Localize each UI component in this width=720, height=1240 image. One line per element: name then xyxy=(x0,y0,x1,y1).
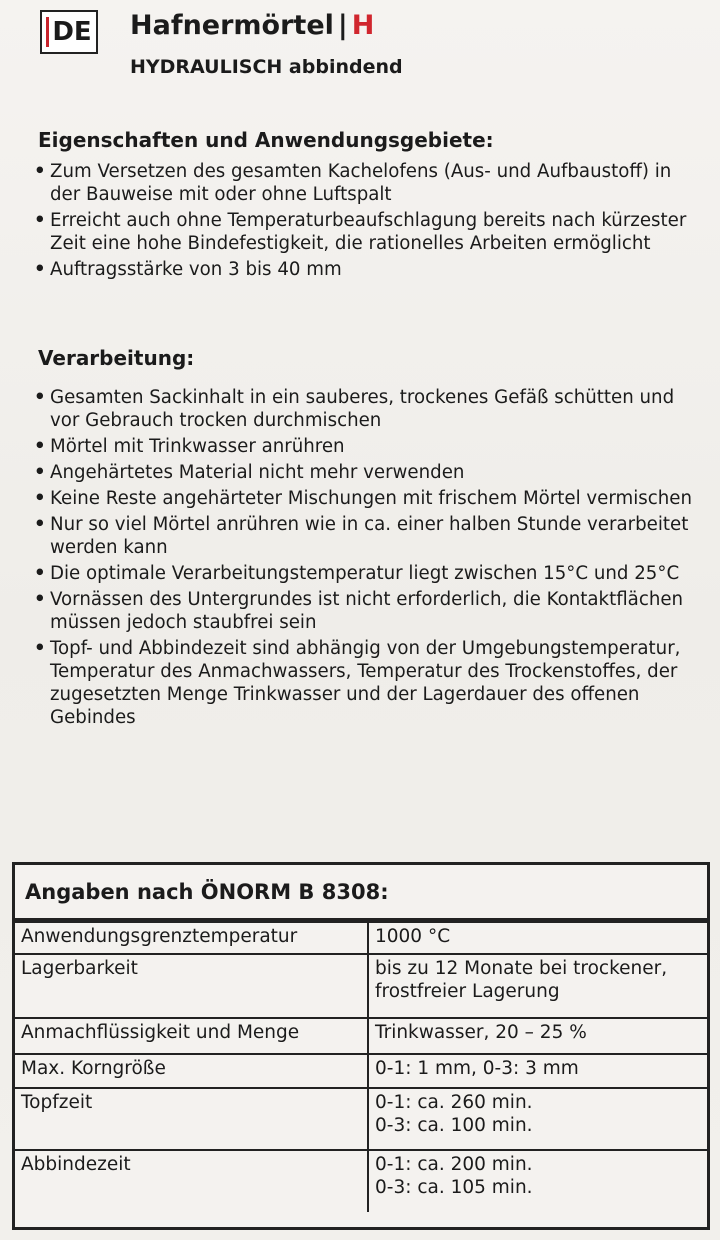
table-row xyxy=(15,922,707,954)
spec-value xyxy=(368,922,707,954)
spec-key: Max. Korngröße xyxy=(15,1054,368,1088)
list-item: • Die optimale Verarbeitungstemperatur liegt zwischen 15°C und 25°C xyxy=(34,562,704,585)
list-item: • Auftragsstärke von 3 bis 40 mm xyxy=(34,258,704,281)
table-row xyxy=(15,1018,707,1054)
properties-list xyxy=(34,160,704,284)
product-title xyxy=(130,10,374,41)
spec-value xyxy=(368,1150,707,1212)
spec-value-line: 0-1: ca. 200 min. xyxy=(375,1154,533,1175)
spec-key: Lagerbarkeit xyxy=(15,954,368,1018)
list-item: • Angehärtetes Material nicht mehr verwenden xyxy=(34,461,704,484)
spec-table xyxy=(12,862,710,1230)
spec-value xyxy=(368,954,707,1018)
spec-value-line: 0-1: 1 mm, 0-3: 3 mm xyxy=(375,1058,579,1079)
spec-key: Anwendungsgrenztemperatur xyxy=(15,922,368,954)
country-code: DE xyxy=(46,17,91,47)
table-row xyxy=(15,954,707,1018)
spec-table-title: Angaben nach ÖNORM B 8308: xyxy=(15,865,707,921)
list-item: • Vornässen des Untergrundes ist nicht erforderlich, die Kontaktflächen müssen jedoch staubfrei sein xyxy=(34,588,704,634)
spec-key: Topfzeit xyxy=(15,1088,368,1150)
table-row xyxy=(15,1150,707,1212)
spec-value-line: 1000 °C xyxy=(375,926,451,947)
properties-heading: Eigenschaften und Anwendungsgebiete: xyxy=(38,128,494,152)
spec-key: Abbindezeit xyxy=(15,1150,368,1212)
list-item: • Mörtel mit Trinkwasser anrühren xyxy=(34,435,704,458)
spec-value-line: 0-1: ca. 260 min. xyxy=(375,1092,533,1113)
spec-value-line: frostfreier Lagerung xyxy=(375,981,560,1002)
table-row xyxy=(15,1088,707,1150)
spec-value xyxy=(368,1088,707,1150)
spec-value xyxy=(368,1018,707,1054)
spec-table-body xyxy=(15,921,707,1212)
list-item: • Keine Reste angehärteter Mischungen mit frischem Mörtel vermischen xyxy=(34,487,704,510)
list-item: • Erreicht auch ohne Temperaturbeaufschlagung bereits nach kürzester Zeit eine hohe Bindefestigkeit, die rationelles Arbeiten ermöglicht xyxy=(34,209,704,255)
product-subtitle: HYDRAULISCH abbindend xyxy=(130,56,403,78)
product-name: Hafnermörtel xyxy=(130,10,334,41)
spec-value xyxy=(368,1054,707,1088)
title-separator: | xyxy=(337,10,348,41)
processing-heading: Verarbeitung: xyxy=(38,346,195,370)
spec-value-line: 0-3: ca. 100 min. xyxy=(375,1115,533,1136)
list-item: • Nur so viel Mörtel anrühren wie in ca. einer halben Stunde verarbeitet werden kann xyxy=(34,513,704,559)
list-item: • Zum Versetzen des gesamten Kachelofens (Aus- und Aufbaustoff) in der Bauweise mit oder ohne Luftspalt xyxy=(34,160,704,206)
spec-value-line: Trinkwasser, 20 – 25 % xyxy=(375,1022,587,1043)
processing-list xyxy=(34,386,704,732)
list-item: • Gesamten Sackinhalt in ein sauberes, trockenes Gefäß schütten und vor Gebrauch trocken durchmischen xyxy=(34,386,704,432)
list-item: • Topf- und Abbindezeit sind abhängig von der Umgebungstemperatur, Temperatur des Anmachwassers, Temperatur des Trockenstoffes, der zugesetzten Menge Trinkwasser und der Lagerdauer des offenen Gebindes xyxy=(34,637,704,729)
country-code-badge xyxy=(40,10,98,54)
product-letter: H xyxy=(351,10,375,41)
spec-key: Anmachflüssigkeit und Menge xyxy=(15,1018,368,1054)
spec-value-line: bis zu 12 Monate bei trockener, xyxy=(375,958,668,979)
spec-value-line: 0-3: ca. 105 min. xyxy=(375,1177,533,1198)
table-row xyxy=(15,1054,707,1088)
